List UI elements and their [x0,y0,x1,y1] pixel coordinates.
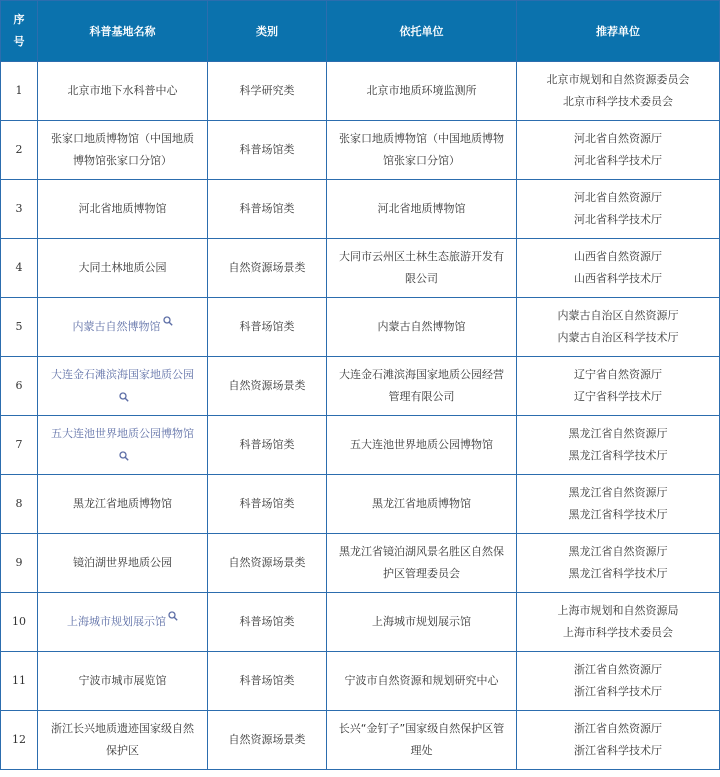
supporting-unit-line: 长兴“金钉子”国家级自然保护区管 [338,722,505,735]
row-recommending-unit [517,62,720,121]
row-name-cell [38,652,208,711]
row-supporting-unit [327,652,517,711]
row-supporting-unit [327,534,517,593]
base-name [42,552,203,574]
row-name-cell [38,416,208,475]
supporting-unit-line: 宁波市自然资源和规划研究中心 [344,674,499,687]
base-name-link[interactable] [42,316,203,338]
recommending-unit-line: 上海市规划和自然资源局 [557,604,679,617]
row-seq: 11 [1,652,38,711]
row-category: 科学研究类 [208,62,327,121]
row-seq: 3 [1,180,38,239]
row-supporting-unit [327,416,517,475]
table-row [1,121,720,180]
row-seq: 1 [1,62,38,121]
base-name-text: 张家口地质博物馆（中国地质 [51,132,194,145]
table-row [1,62,720,121]
row-category: 自然资源场景类 [208,711,327,770]
row-name-cell [38,62,208,121]
row-recommending-unit [517,711,720,770]
recommending-unit-line: 辽宁省自然资源厅 [574,368,662,381]
row-category: 自然资源场景类 [208,534,327,593]
row-name-cell [38,239,208,298]
row-name-cell [38,298,208,357]
supporting-unit-line: 黑龙江省地质博物馆 [372,497,471,510]
recommending-unit-line: 黑龙江省科学技术厅 [568,567,668,580]
row-supporting-unit [327,711,517,770]
table-row [1,416,720,475]
recommending-unit-line: 河北省科学技术厅 [574,154,662,167]
supporting-unit-line: 五大连池世界地质公园博物馆 [350,438,493,451]
recommending-unit-line: 北京市科学技术委员会 [563,95,673,108]
base-name-text: 河北省地质博物馆 [78,202,167,215]
base-name-text: 浙江长兴地质遗迹国家级自然 [51,722,194,735]
table-row [1,652,720,711]
recommending-unit-line: 河北省自然资源厅 [574,191,662,204]
table-row [1,593,720,652]
row-recommending-unit [517,593,720,652]
base-name-text: 博物馆张家口分馆） [73,154,172,167]
row-seq: 12 [1,711,38,770]
row-seq: 7 [1,416,38,475]
base-name-link[interactable] [42,364,203,386]
base-name-link[interactable] [42,423,203,445]
search-icon[interactable] [119,451,129,461]
header-category: 类别 [208,1,327,62]
base-name [42,80,203,102]
base-name-link[interactable] [42,611,203,633]
recommending-unit-line: 黑龙江省自然资源厅 [568,545,668,558]
table-row [1,298,720,357]
row-supporting-unit [327,357,517,416]
row-seq: 4 [1,239,38,298]
supporting-unit-line: 大同市云州区土林生态旅游开发有 [339,250,504,263]
base-name [42,740,203,762]
recommending-unit-line: 浙江省自然资源厅 [574,663,662,676]
recommending-unit-line: 上海市科学技术委员会 [563,626,673,639]
row-name-cell [38,357,208,416]
row-recommending-unit [517,416,720,475]
table-row [1,534,720,593]
recommending-unit-line: 内蒙古自治区自然资源厅 [557,309,679,322]
row-recommending-unit [517,475,720,534]
row-category: 科普场馆类 [208,180,327,239]
row-seq: 9 [1,534,38,593]
supporting-unit-line: 上海城市规划展示馆 [372,615,471,628]
header-recommending-unit: 推荐单位 [517,1,720,62]
row-category: 自然资源场景类 [208,357,327,416]
row-recommending-unit [517,298,720,357]
base-name [42,257,203,279]
supporting-unit-line: 限公司 [405,272,438,285]
row-category: 科普场馆类 [208,475,327,534]
supporting-unit-line: 馆张家口分馆） [383,154,460,167]
row-category: 科普场馆类 [208,652,327,711]
row-recommending-unit [517,534,720,593]
supporting-unit-line: 黑龙江省镜泊湖风景名胜区自然保 [339,545,504,558]
row-name-cell [38,475,208,534]
base-name-text: 北京市地下水科普中心 [67,84,178,97]
recommending-unit-line: 内蒙古自治区科学技术厅 [557,331,679,344]
supporting-unit-line: 北京市地质环境监测所 [366,84,477,97]
header-supporting-unit: 依托单位 [327,1,517,62]
row-recommending-unit [517,121,720,180]
search-icon[interactable] [163,316,173,326]
recommending-unit-line: 黑龙江省科学技术厅 [568,508,668,521]
row-name-cell [38,180,208,239]
row-category: 科普场馆类 [208,416,327,475]
base-name-text: 宁波市城市展览馆 [78,674,167,687]
row-supporting-unit [327,475,517,534]
table-row [1,180,720,239]
row-recommending-unit [517,180,720,239]
row-category: 科普场馆类 [208,121,327,180]
search-icon[interactable] [119,392,129,402]
base-name-text: 上海城市规划展示馆 [67,615,166,628]
recommending-unit-line: 浙江省科学技术厅 [574,685,662,698]
table-row [1,711,720,770]
table-body [1,62,720,770]
base-name [42,493,203,515]
recommending-unit-line: 浙江省自然资源厅 [574,722,662,735]
row-recommending-unit [517,357,720,416]
recommending-unit-line: 黑龙江省自然资源厅 [568,486,668,499]
row-category: 科普场馆类 [208,298,327,357]
row-name-cell [38,711,208,770]
row-seq: 2 [1,121,38,180]
recommending-unit-line: 黑龙江省自然资源厅 [568,427,668,440]
recommending-unit-line: 山西省科学技术厅 [574,272,662,285]
recommending-unit-line: 辽宁省科学技术厅 [574,390,662,403]
row-supporting-unit [327,298,517,357]
table-row [1,239,720,298]
base-name-text: 镜泊湖世界地质公园 [73,556,172,569]
base-name-text: 保护区 [106,744,139,757]
search-icon-line [42,445,203,467]
supporting-unit-line: 管理有限公司 [388,390,455,403]
row-category: 科普场馆类 [208,593,327,652]
recommending-unit-line: 河北省科学技术厅 [574,213,662,226]
supporting-unit-line: 张家口地质博物馆（中国地质博物 [339,132,504,145]
recommending-unit-line: 北京市规划和自然资源委员会 [546,73,690,86]
row-supporting-unit [327,180,517,239]
row-seq: 10 [1,593,38,652]
search-icon[interactable] [168,611,178,621]
row-seq: 6 [1,357,38,416]
row-supporting-unit [327,593,517,652]
recommending-unit-line: 浙江省科学技术厅 [574,744,662,757]
row-category: 自然资源场景类 [208,239,327,298]
header-name: 科普基地名称 [38,1,208,62]
header-seq: 序 号 [1,1,38,62]
row-name-cell [38,121,208,180]
supporting-unit-line: 河北省地质博物馆 [377,202,466,215]
row-name-cell [38,593,208,652]
row-supporting-unit [327,121,517,180]
base-name-text: 大连金石滩滨海国家地质公园 [51,368,194,381]
search-icon-line [42,386,203,408]
row-seq: 5 [1,298,38,357]
base-name-text: 五大连池世界地质公园博物馆 [51,427,194,440]
base-name-text: 黑龙江省地质博物馆 [73,497,172,510]
base-name [42,198,203,220]
row-supporting-unit [327,62,517,121]
base-name [42,670,203,692]
recommending-unit-line: 河北省自然资源厅 [574,132,662,145]
table-row [1,475,720,534]
base-name [42,128,203,150]
recommending-unit-line: 黑龙江省科学技术厅 [568,449,668,462]
recommending-unit-line: 山西省自然资源厅 [574,250,662,263]
row-seq: 8 [1,475,38,534]
row-recommending-unit [517,652,720,711]
table-row [1,357,720,416]
supporting-unit-line: 大连金石滩滨海国家地质公园经营 [339,368,504,381]
base-name-text: 大同土林地质公园 [78,261,167,274]
table-header-row [1,1,720,62]
base-name-text: 内蒙古自然博物馆 [72,320,161,333]
supporting-unit-line: 理处 [410,744,433,757]
supporting-unit-line: 内蒙古自然博物馆 [377,320,466,333]
row-supporting-unit [327,239,517,298]
supporting-unit-line: 护区管理委员会 [383,567,460,580]
base-name [42,718,203,740]
base-name [42,150,203,172]
row-name-cell [38,534,208,593]
row-recommending-unit [517,239,720,298]
